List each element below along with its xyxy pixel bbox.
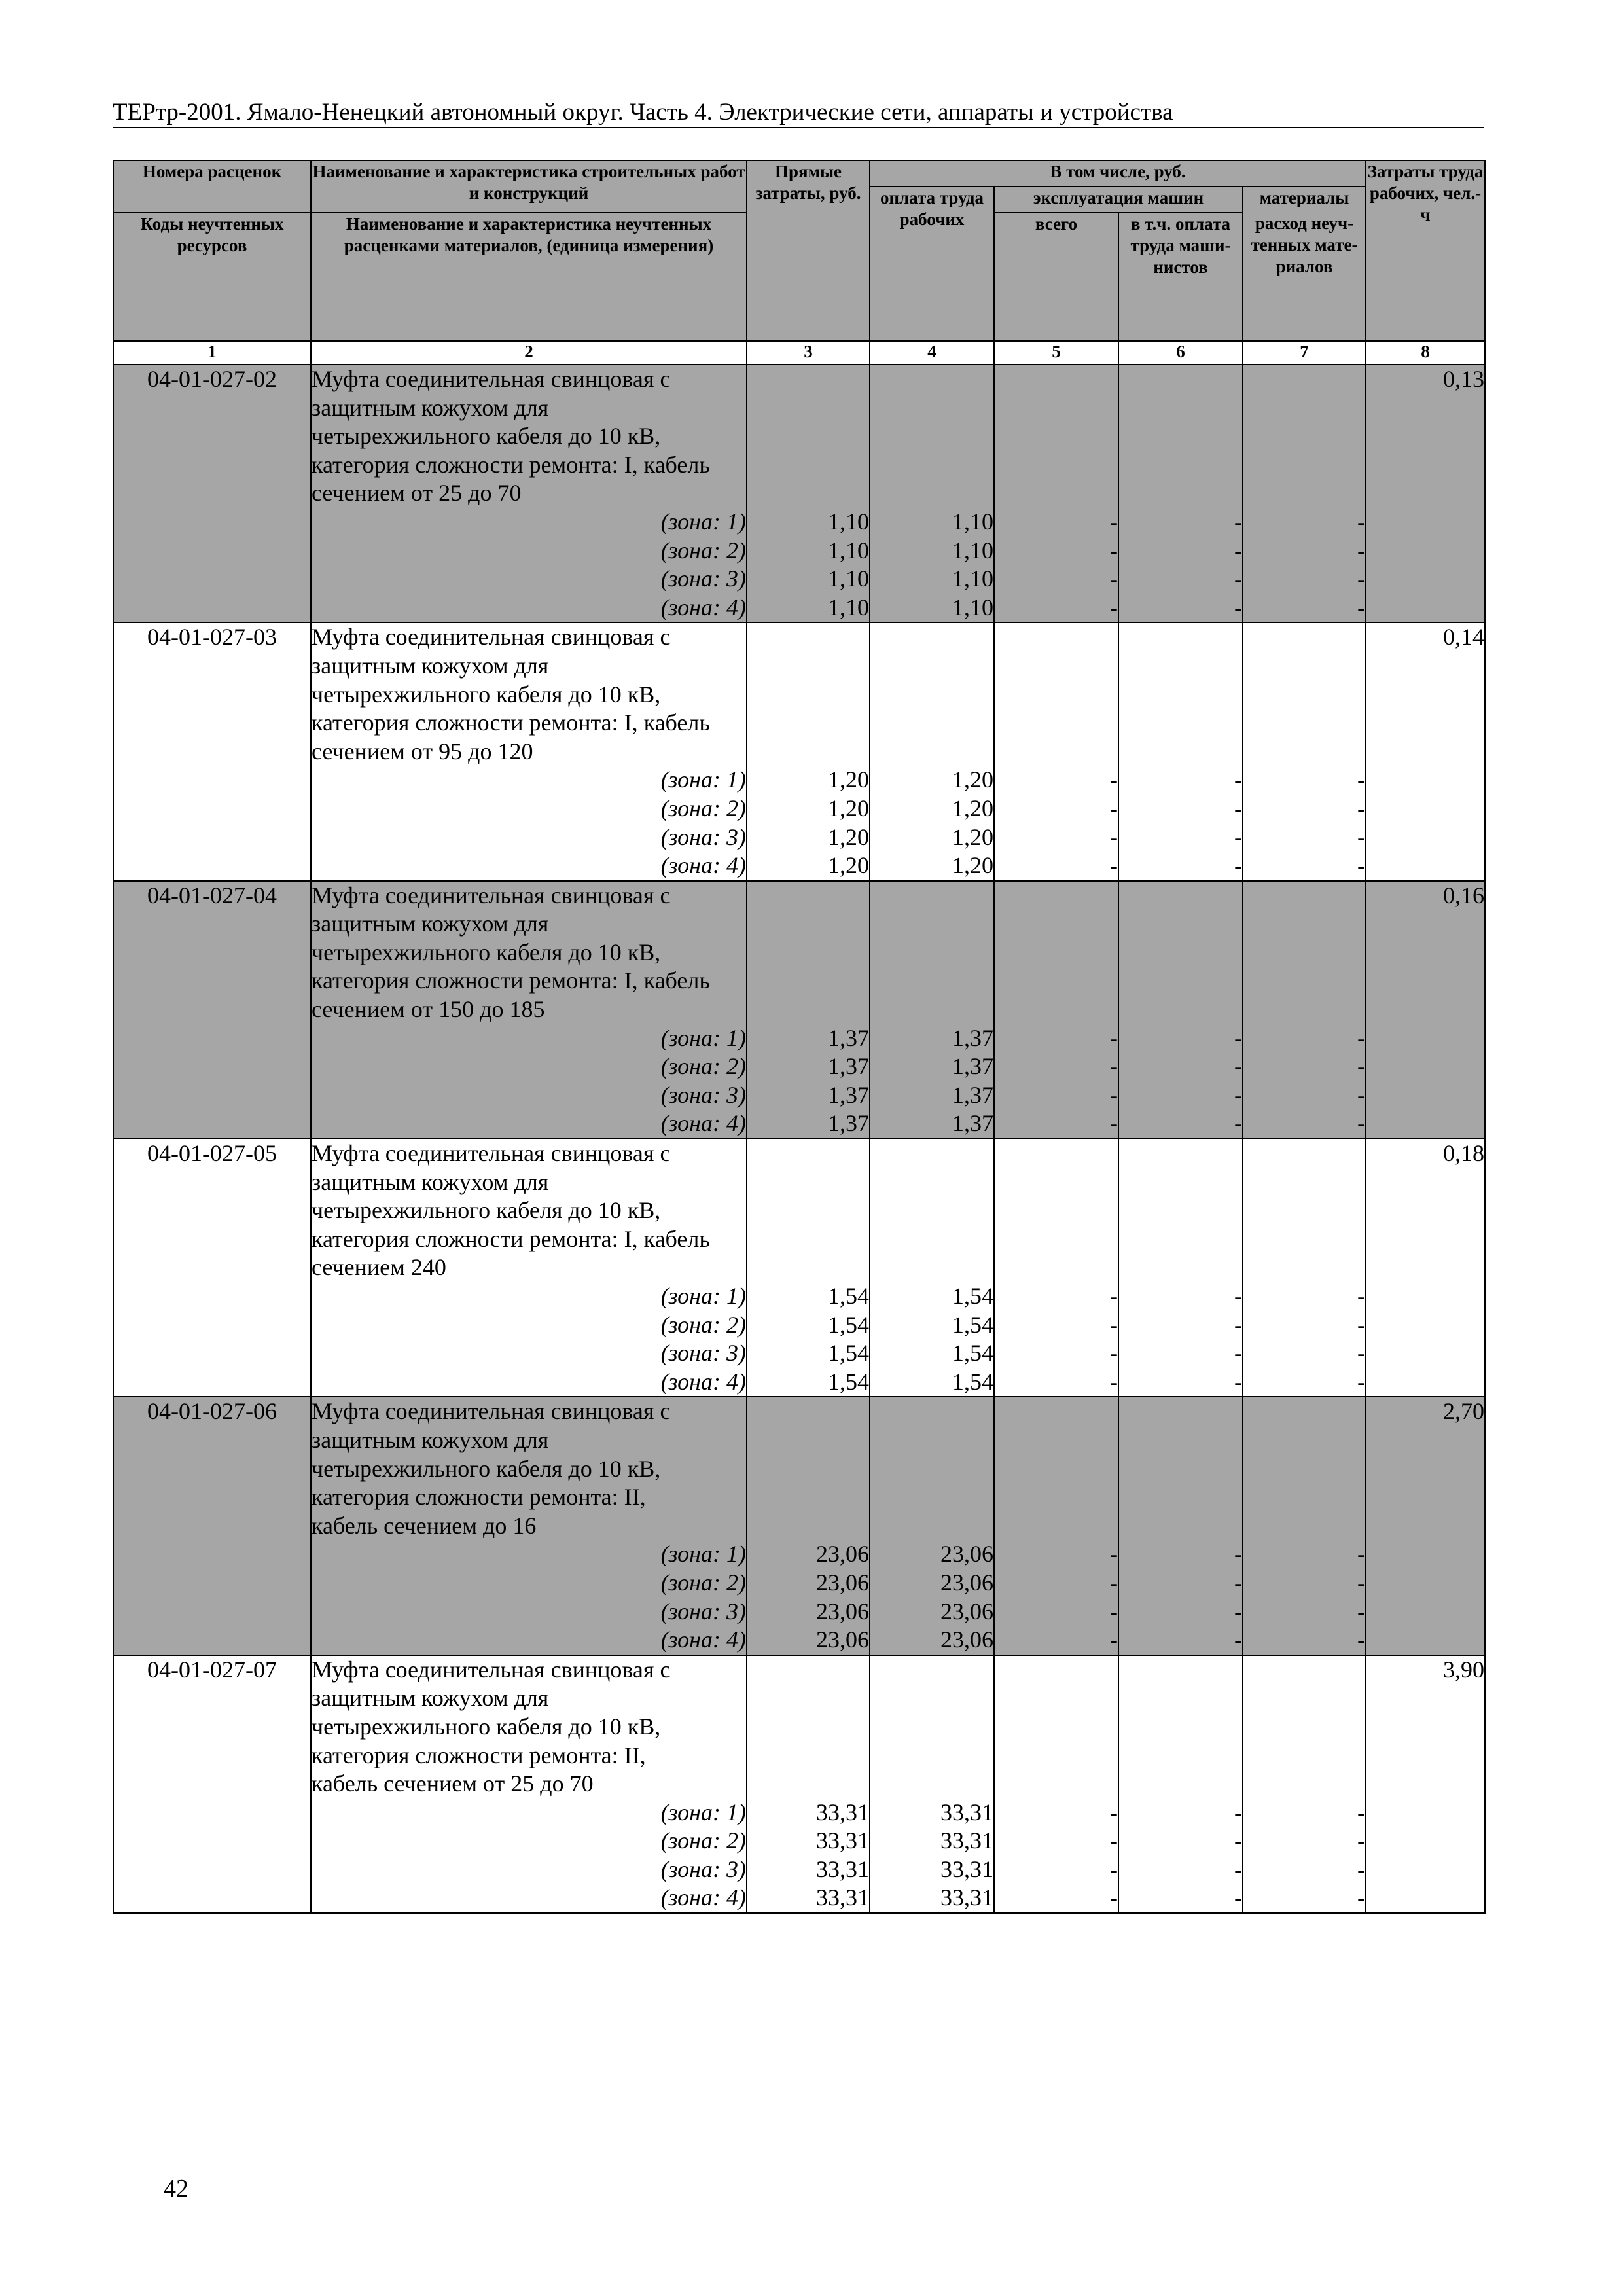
materials-consumption [1243,881,1366,1139]
direct-cost-value: 1,10 [828,594,869,620]
materials-consumption-value: - [1357,766,1365,793]
description-line: категория сложности ремонта: I, кабель [312,709,710,736]
machine-total [994,1139,1118,1397]
machine-total [994,1397,1118,1655]
column-numbers-row [113,341,1485,365]
machine-total [994,365,1118,622]
worker-wages-value: 23,06 [940,1626,993,1653]
materials-consumption-value: - [1357,1626,1365,1653]
machinist-wages-value: - [1234,537,1242,564]
worker-wages-value: 1,54 [952,1368,993,1395]
labor-costs [1366,1655,1485,1913]
description-line: категория сложности ремонта: II, [312,1742,646,1768]
materials-consumption-value: - [1357,1340,1365,1367]
materials-consumption-value: - [1357,508,1365,535]
direct-cost-value: 23,06 [816,1569,869,1596]
machinist-wages-value: - [1234,795,1242,821]
rates-body [113,365,1485,1913]
machine-total [994,881,1118,1139]
worker-wages-value: 1,10 [952,594,993,620]
zone-label: (зона: 2) [660,1569,746,1596]
machinist-wages-value: - [1234,1110,1242,1137]
machine-total-value: - [1110,1110,1118,1137]
zone-label: (зона: 4) [660,1368,746,1395]
zone-label: (зона: 3) [660,823,746,850]
description-line: Муфта соединительная свинцовая с [312,882,671,908]
rate-code [113,365,311,622]
header-rate-numbers: Номера расценок [113,160,311,213]
materials-consumption-value: - [1357,1569,1365,1596]
header-work-name: Наименование и характеристика строительных работ и конструкций [311,160,747,213]
labor-costs-value: 0,14 [1443,624,1484,651]
zone-label: (зона: 3) [660,1081,746,1108]
materials-consumption-value: - [1357,1311,1365,1338]
direct-cost-value: 1,20 [828,823,869,850]
page-number: 42 [164,2175,188,2202]
direct-cost-value: 23,06 [816,1598,869,1624]
materials-consumption-value: - [1357,1541,1365,1568]
machine-total-value: - [1110,852,1118,879]
materials-consumption-value: - [1357,1110,1365,1137]
table-row [113,881,1485,1139]
machinist-wages-value: - [1234,1541,1242,1568]
machinist-wages [1118,365,1243,622]
zone-label: (зона: 4) [660,594,746,620]
materials-consumption-value: - [1357,852,1365,879]
zone-label: (зона: 2) [660,1053,746,1080]
zone-label: (зона: 1) [660,1024,746,1051]
machinist-wages-value: - [1234,1024,1242,1051]
column-number: 5 [994,341,1118,365]
rate-code-text: 04-01-027-07 [147,1656,277,1683]
description-line: категория сложности ремонта: I, кабель [312,1225,710,1252]
rate-description [311,1655,747,1913]
description-line: защитным кожухом для [312,394,549,421]
description-line: категория сложности ремонта: II, [312,1484,646,1511]
rates-table [113,160,1486,1914]
header-direct-costs: Прямые затраты, руб. [747,160,870,341]
rate-description [311,1139,747,1397]
direct-cost-value: 1,10 [828,565,869,592]
materials-consumption [1243,365,1366,622]
rate-description [311,365,747,622]
machinist-wages-value: - [1234,1053,1242,1080]
column-number: 6 [1118,341,1243,365]
table-row [113,1397,1485,1655]
header-including: В том числе, руб. [870,160,1366,187]
machinist-wages-value: - [1234,852,1242,879]
worker-wages-value: 33,31 [940,1884,993,1911]
zone-label: (зона: 4) [660,1884,746,1911]
rate-code-text: 04-01-027-05 [147,1140,277,1167]
description-line: сечением 240 [312,1254,446,1281]
description-line: Муфта соединительная свинцовая с [312,366,671,392]
table-row [113,1139,1485,1397]
zone-label: (зона: 4) [660,1110,746,1137]
rate-code [113,622,311,880]
machinist-wages-value: - [1234,565,1242,592]
worker-wages-value: 1,54 [952,1311,993,1338]
materials-consumption-value: - [1357,565,1365,592]
description-line: четырехжильного кабеля до 10 кВ, [312,1197,661,1224]
direct-cost-value: 1,37 [828,1110,869,1137]
labor-costs [1366,1139,1485,1397]
machinist-wages-value: - [1234,1626,1242,1653]
materials-consumption-value: - [1357,1081,1365,1108]
direct-cost [747,365,870,622]
labor-costs-value: 0,16 [1443,882,1484,908]
machinist-wages-value: - [1234,1081,1242,1108]
machine-total-value: - [1110,1283,1118,1309]
worker-wages-value: 1,10 [952,565,993,592]
machinist-wages-value: - [1234,1884,1242,1911]
machinist-wages-value: - [1234,508,1242,535]
labor-costs [1366,881,1485,1139]
worker-wages-value: 1,10 [952,508,993,535]
description-line: четырехжильного кабеля до 10 кВ, [312,681,661,708]
materials-consumption-value: - [1357,823,1365,850]
machine-total-value: - [1110,1541,1118,1568]
materials-consumption [1243,622,1366,880]
description-line: Муфта соединительная свинцовая с [312,1398,671,1425]
machine-total-value: - [1110,1024,1118,1051]
direct-cost-value: 23,06 [816,1541,869,1568]
direct-cost-value: 1,10 [828,508,869,535]
rate-code-text: 04-01-027-03 [147,624,277,651]
worker-wages-value: 33,31 [940,1799,993,1825]
direct-cost-value: 1,54 [828,1340,869,1367]
machine-total-value: - [1110,1340,1118,1367]
worker-wages-value: 23,06 [940,1541,993,1568]
machinist-wages [1118,1655,1243,1913]
machine-total-value: - [1110,1311,1118,1338]
direct-cost-value: 1,37 [828,1081,869,1108]
rate-code [113,1139,311,1397]
description-line: кабель сечением от 25 до 70 [312,1770,594,1797]
machinist-wages-value: - [1234,1799,1242,1825]
machinist-wages-value: - [1234,1368,1242,1395]
labor-costs-value: 0,13 [1443,366,1484,392]
zone-label: (зона: 2) [660,1827,746,1854]
machinist-wages-value: - [1234,823,1242,850]
zone-label: (зона: 2) [660,1311,746,1338]
direct-cost-value: 23,06 [816,1626,869,1653]
description-line: защитным кожухом для [312,1426,549,1453]
direct-cost-value: 1,10 [828,537,869,564]
direct-cost-value: 1,37 [828,1024,869,1051]
header-labor-costs: Затраты труда рабочих, чел.-ч [1366,160,1485,341]
description-line: четырехжильного кабеля до 10 кВ, [312,423,661,450]
machine-total-value: - [1110,1598,1118,1624]
column-number: 2 [311,341,747,365]
worker-wages-value: 1,54 [952,1340,993,1367]
worker-wages-value: 33,31 [940,1856,993,1882]
machine-total [994,622,1118,880]
direct-cost-value: 1,20 [828,852,869,879]
zone-label: (зона: 2) [660,537,746,564]
description-line: защитным кожухом для [312,652,549,679]
machinist-wages-value: - [1234,1311,1242,1338]
worker-wages [870,881,994,1139]
machinist-wages-value: - [1234,594,1242,620]
worker-wages-value: 1,37 [952,1024,993,1051]
zone-label: (зона: 3) [660,565,746,592]
machine-total-value: - [1110,1827,1118,1854]
machine-total-value: - [1110,1368,1118,1395]
direct-cost [747,1655,870,1913]
machinist-wages-value: - [1234,1827,1242,1854]
machine-total-value: - [1110,1081,1118,1108]
description-line: Муфта соединительная свинцовая с [312,1140,671,1167]
zone-label: (зона: 1) [660,1283,746,1309]
worker-wages [870,1655,994,1913]
worker-wages-value: 23,06 [940,1569,993,1596]
table-row [113,365,1485,622]
materials-consumption-value: - [1357,1856,1365,1882]
table-row [113,1655,1485,1913]
direct-cost [747,881,870,1139]
materials-consumption-value: - [1357,1283,1365,1309]
machine-total-value: - [1110,508,1118,535]
description-line: сечением от 25 до 70 [312,480,522,507]
direct-cost-value: 33,31 [816,1884,869,1911]
machine-total-value: - [1110,1856,1118,1882]
header-resource-codes: Коды неучтенных ресурсов [113,213,311,341]
machine-total-value: - [1110,1053,1118,1080]
worker-wages-value: 1,10 [952,537,993,564]
header-machine-operation: эксплуатация машин [994,187,1243,213]
column-number: 8 [1366,341,1485,365]
labor-costs [1366,365,1485,622]
zone-label: (зона: 2) [660,795,746,821]
worker-wages-value: 1,37 [952,1110,993,1137]
machinist-wages-value: - [1234,1856,1242,1882]
materials-consumption [1243,1397,1366,1655]
machine-total-value: - [1110,594,1118,620]
materials-consumption-value: - [1357,1598,1365,1624]
header-materials-sub: расход неуч-тенных мате-риалов [1243,213,1366,341]
rate-description [311,1397,747,1655]
materials-consumption-value: - [1357,1884,1365,1911]
rate-code [113,881,311,1139]
direct-cost-value: 1,20 [828,795,869,821]
materials-consumption [1243,1655,1366,1913]
materials-consumption-value: - [1357,1368,1365,1395]
page-header: ТЕРтр-2001. Ямало-Ненецкий автономный округ. Часть 4. Электрические сети, аппараты и устройства [113,98,1484,128]
machine-total-value: - [1110,823,1118,850]
machine-total-value: - [1110,1626,1118,1653]
machinist-wages-value: - [1234,1340,1242,1367]
zone-label: (зона: 4) [660,852,746,879]
direct-cost-value: 33,31 [816,1799,869,1825]
machinist-wages-value: - [1234,1283,1242,1309]
direct-cost-value: 33,31 [816,1827,869,1854]
header-machine-total: всего [994,213,1118,341]
zone-label: (зона: 1) [660,1799,746,1825]
worker-wages [870,365,994,622]
materials-consumption-value: - [1357,537,1365,564]
worker-wages-value: 1,20 [952,795,993,821]
zone-label: (зона: 3) [660,1340,746,1367]
worker-wages-value: 1,20 [952,852,993,879]
direct-cost-value: 33,31 [816,1856,869,1882]
direct-cost-value: 1,54 [828,1283,869,1309]
description-line: защитным кожухом для [312,1168,549,1195]
materials-consumption-value: - [1357,1827,1365,1854]
description-line: сечением от 150 до 185 [312,996,545,1023]
worker-wages-value: 1,37 [952,1081,993,1108]
worker-wages-value: 1,37 [952,1053,993,1080]
materials-consumption-value: - [1357,1799,1365,1825]
zone-label: (зона: 1) [660,766,746,793]
materials-consumption-value: - [1357,594,1365,620]
materials-consumption [1243,1139,1366,1397]
direct-cost [747,622,870,880]
zone-label: (зона: 1) [660,508,746,535]
worker-wages-value: 33,31 [940,1827,993,1854]
machinist-wages [1118,1397,1243,1655]
description-line: четырехжильного кабеля до 10 кВ, [312,1713,661,1740]
zone-label: (зона: 3) [660,1598,746,1624]
labor-costs-value: 0,18 [1443,1140,1484,1167]
worker-wages [870,1139,994,1397]
worker-wages-value: 1,20 [952,823,993,850]
machine-total-value: - [1110,1569,1118,1596]
description-line: защитным кожухом для [312,1685,549,1712]
description-line: категория сложности ремонта: I, кабель [312,967,710,994]
rate-description [311,622,747,880]
machine-total-value: - [1110,565,1118,592]
description-line: сечением от 95 до 120 [312,738,533,764]
direct-cost-value: 1,54 [828,1368,869,1395]
direct-cost [747,1139,870,1397]
description-line: Муфта соединительная свинцовая с [312,624,671,651]
machinist-wages-value: - [1234,766,1242,793]
header-materials: материалы [1243,187,1366,213]
rate-code-text: 04-01-027-02 [147,366,277,392]
rate-code-text: 04-01-027-04 [147,882,277,908]
rate-code-text: 04-01-027-06 [147,1398,277,1425]
labor-costs [1366,1397,1485,1655]
rate-code [113,1397,311,1655]
labor-costs-value: 3,90 [1443,1656,1484,1683]
column-number: 4 [870,341,994,365]
rate-description [311,881,747,1139]
machine-total-value: - [1110,766,1118,793]
header-worker-wages: оплата труда рабочих [870,187,994,341]
worker-wages-value: 1,54 [952,1283,993,1309]
description-line: защитным кожухом для [312,910,549,937]
machinist-wages [1118,622,1243,880]
machinist-wages [1118,881,1243,1139]
table-row [113,622,1485,880]
machinist-wages-value: - [1234,1598,1242,1624]
description-line: кабель сечением до 16 [312,1512,537,1539]
description-line: четырехжильного кабеля до 10 кВ, [312,1455,661,1482]
direct-cost-value: 1,20 [828,766,869,793]
rate-code [113,1655,311,1913]
zone-label: (зона: 1) [660,1541,746,1568]
machinist-wages [1118,1139,1243,1397]
worker-wages [870,622,994,880]
materials-consumption-value: - [1357,1053,1365,1080]
machine-total-value: - [1110,1884,1118,1911]
column-number: 7 [1243,341,1366,365]
materials-consumption-value: - [1357,795,1365,821]
direct-cost-value: 1,37 [828,1053,869,1080]
materials-consumption-value: - [1357,1024,1365,1051]
worker-wages-value: 1,20 [952,766,993,793]
header-machinist-wages: в т.ч. оплата труда маши-нистов [1118,213,1243,341]
description-line: категория сложности ремонта: I, кабель [312,451,710,478]
header-material-name: Наименование и характеристика неучтенных расценками материалов, (единица измерения) [311,213,747,341]
description-line: четырехжильного кабеля до 10 кВ, [312,939,661,965]
machine-total-value: - [1110,1799,1118,1825]
worker-wages-value: 23,06 [940,1598,993,1624]
machine-total-value: - [1110,537,1118,564]
zone-label: (зона: 3) [660,1856,746,1882]
direct-cost-value: 1,54 [828,1311,869,1338]
labor-costs [1366,622,1485,880]
machine-total-value: - [1110,795,1118,821]
zone-label: (зона: 4) [660,1626,746,1653]
column-number: 3 [747,341,870,365]
column-number: 1 [113,341,311,365]
worker-wages [870,1397,994,1655]
machinist-wages-value: - [1234,1569,1242,1596]
description-line: Муфта соединительная свинцовая с [312,1656,671,1683]
machine-total [994,1655,1118,1913]
labor-costs-value: 2,70 [1443,1398,1484,1425]
direct-cost [747,1397,870,1655]
